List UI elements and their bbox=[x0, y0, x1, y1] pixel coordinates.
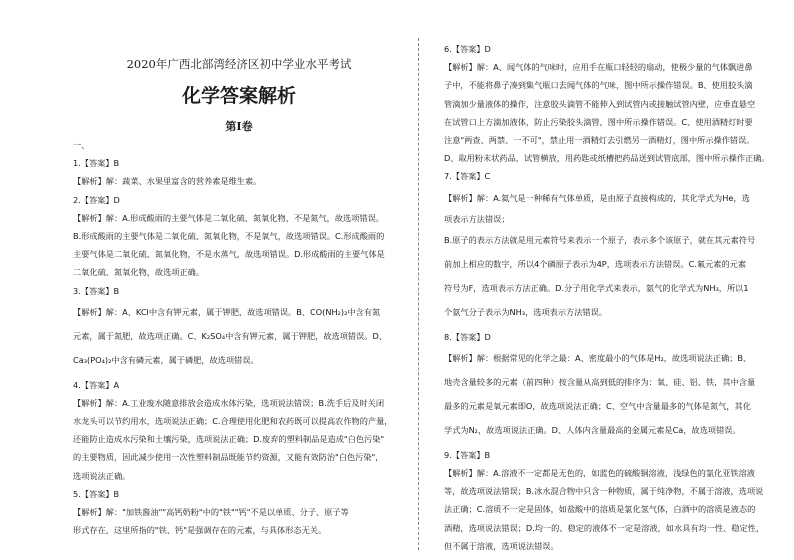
analysis-line: 【解析】解：A、KCl中含有钾元素，属于钾肥，故选项错误。B、CO(NH₂)₂中含有氮 bbox=[73, 306, 381, 317]
analysis-line: 但不属于溶液，选项说法错误。 bbox=[444, 540, 559, 551]
analysis-line: 子中，不能将鼻子凑到集气瓶口去闻气体的气味，图中所示操作错误。B、使用胶头滴 bbox=[444, 80, 753, 91]
exam-title: 2020年广西北部湾经济区初中学业水平考试 bbox=[126, 57, 352, 71]
analysis-line: 【解析】解：A、闻气体的气味时，应用手在瓶口轻轻的扇动，使极少量的气体飘进鼻 bbox=[444, 62, 753, 73]
analysis-line: 注意"两查、两禁、一不可"，禁止用一酒精灯去引燃另一酒精灯，图中所示操作错误。 bbox=[444, 134, 755, 145]
volume-title: 第Ⅰ卷 bbox=[225, 120, 253, 133]
analysis-line: D、取用粉末状药品，试管横放，用药匙或纸槽把药品送到试管底部，图中所示操作正确。 bbox=[444, 153, 770, 164]
question-3 bbox=[73, 282, 405, 372]
question-8 bbox=[444, 328, 778, 442]
analysis-line: 地壳含量较多的元素（前四种）按含量从高到低的排序为：氧、硅、铝、铁，其中含量 bbox=[444, 376, 756, 387]
left-column bbox=[73, 40, 405, 539]
analysis-line: 【解析】解：A.工业废水随意排放会造成水体污染，选项说法错误；B.洗手后及时关闭 bbox=[73, 397, 385, 408]
analysis-line: 【解析】解：根据常见的化学之最：A、密度最小的气体是H₂，故选项说法正确；B、 bbox=[444, 352, 752, 363]
analysis-line: Ca₃(PO₄)₂中含有磷元素，属于磷肥，故选项错误。 bbox=[73, 354, 259, 365]
analysis-line: 选项说法正确。 bbox=[73, 470, 131, 481]
analysis-line: 水龙头可以节约用水，选项说法正确；C.合理使用化肥和农药既可以提高农作物的产量， bbox=[73, 416, 393, 427]
answer-line: 7.【答案】C bbox=[444, 171, 491, 182]
question-4 bbox=[73, 376, 405, 485]
question-7 bbox=[444, 167, 778, 323]
right-column bbox=[444, 40, 778, 555]
analysis-line: 【解析】解：A.氦气是一种稀有气体单质，是由原子直接构成的，其化学式为He，选 bbox=[444, 192, 750, 203]
analysis-line: 【解析】解："加铁酱油""高钙奶粉"中的"铁""钙"不是以单质、分子、原子等 bbox=[73, 507, 349, 517]
analysis-line: 主要气体是二氧化硫、氮氧化物，不是水蒸气，故选项错误。D.形成酸雨的主要气体是 bbox=[73, 249, 385, 260]
main-title: 化学答案解析 bbox=[181, 85, 296, 107]
question-6 bbox=[444, 40, 778, 167]
answer-line: 9.【答案】B bbox=[444, 449, 491, 460]
question-5 bbox=[73, 485, 405, 540]
analysis-line: 管滴加少量液体的操作，注意胶头滴管不能伸入到试管内或接触试管内壁，应垂直悬空 bbox=[444, 98, 756, 109]
analysis-line: 二氧化硫、氮氧化物，故选项正确。 bbox=[73, 267, 205, 278]
analysis-line: 形式存在，这里所指的"铁、钙"是强调存在的元素，与具体形态无关。 bbox=[73, 525, 327, 536]
analysis-line: 还能防止造成水污染和土壤污染，选项说法正确；D.废弃的塑料制品是造成"白色污染" bbox=[73, 434, 385, 445]
analysis-line: 法正确；C.溶质不一定是固体，如盐酸中的溶质是氯化氢气体，白酒中的溶质是液态的 bbox=[444, 504, 756, 515]
answer-line: 5.【答案】B bbox=[73, 488, 120, 499]
column-divider bbox=[418, 38, 419, 550]
analysis-line: 项表示方法错误； bbox=[444, 213, 510, 224]
analysis-line: 【解析】解：蔬菜、水果里富含的营养素是维生素。 bbox=[73, 176, 262, 187]
analysis-line: 元素，属于氮肥，故选项正确。C、K₂SO₄中含有钾元素，属于钾肥，故选项错误。D、 bbox=[73, 330, 387, 341]
analysis-line: 学式为N₂，故选项说法正确。D、人体内含量最高的金属元素是Ca，故选项错误。 bbox=[444, 424, 741, 435]
answer-line: 2.【答案】D bbox=[73, 194, 120, 205]
analysis-line: B.形成酸雨的主要气体是二氧化硫、氮氧化物，不是氧气，故选项错误。C.形成酸雨的 bbox=[73, 230, 385, 241]
analysis-line: 个氨气分子表示为NH₃，选项表示方法错误。 bbox=[444, 306, 607, 317]
analysis-line: B.原子的表示方法就是用元素符号来表示一个原子，表示多个该原子，就在其元素符号 bbox=[444, 234, 756, 245]
analysis-line: 前加上相应的数字，所以4个磷原子表示为4P，选项表示方法错误。C.氟元素的元素 bbox=[444, 258, 747, 269]
analysis-line: 的主要物质，因此减少使用一次性塑料制品既能节约资源，又能有效防治"白色污染"， bbox=[73, 452, 384, 463]
analysis-line: 【解析】解：A.形成酸雨的主要气体是二氧化硫、氮氧化物，不是氮气，故选项错误。 bbox=[73, 212, 384, 223]
analysis-line: 【解析】解：A.溶液不一定都是无色的，如蓝色的硫酸铜溶液，浅绿色的氯化亚铁溶液 bbox=[444, 468, 755, 479]
section-heading: 一、 bbox=[73, 140, 90, 150]
answer-line: 3.【答案】B bbox=[73, 285, 120, 296]
answer-line: 8.【答案】D bbox=[444, 331, 491, 342]
analysis-line: 等，故选项说法错误；B.冰水混合物中只含一种物质，属于纯净物，不属于溶液，选项说 bbox=[444, 486, 764, 497]
analysis-line: 最多的元素是氧元素即O，故选项说法正确；C、空气中含量最多的气体是氮气，其化 bbox=[444, 400, 751, 411]
analysis-line: 酒精，选项说法错误；D.均一的、稳定的液体不一定是溶液，如水具有均一性、稳定性， bbox=[444, 522, 765, 533]
answer-line: 6.【答案】D bbox=[444, 44, 491, 54]
analysis-line: 符号为F，选项表示方法正确。D.分子用化学式来表示，氨气的化学式为NH₃，所以1 bbox=[444, 282, 749, 293]
answer-line: 4.【答案】A bbox=[73, 379, 120, 390]
analysis-line: 在试管口上方滴加液体，防止污染胶头滴管，图中所示操作错误。C、使用酒精灯时要 bbox=[444, 116, 753, 127]
answer-line: 1.【答案】B bbox=[73, 158, 120, 169]
question-2 bbox=[73, 191, 405, 282]
question-1 bbox=[73, 154, 405, 190]
question-9 bbox=[444, 446, 778, 555]
